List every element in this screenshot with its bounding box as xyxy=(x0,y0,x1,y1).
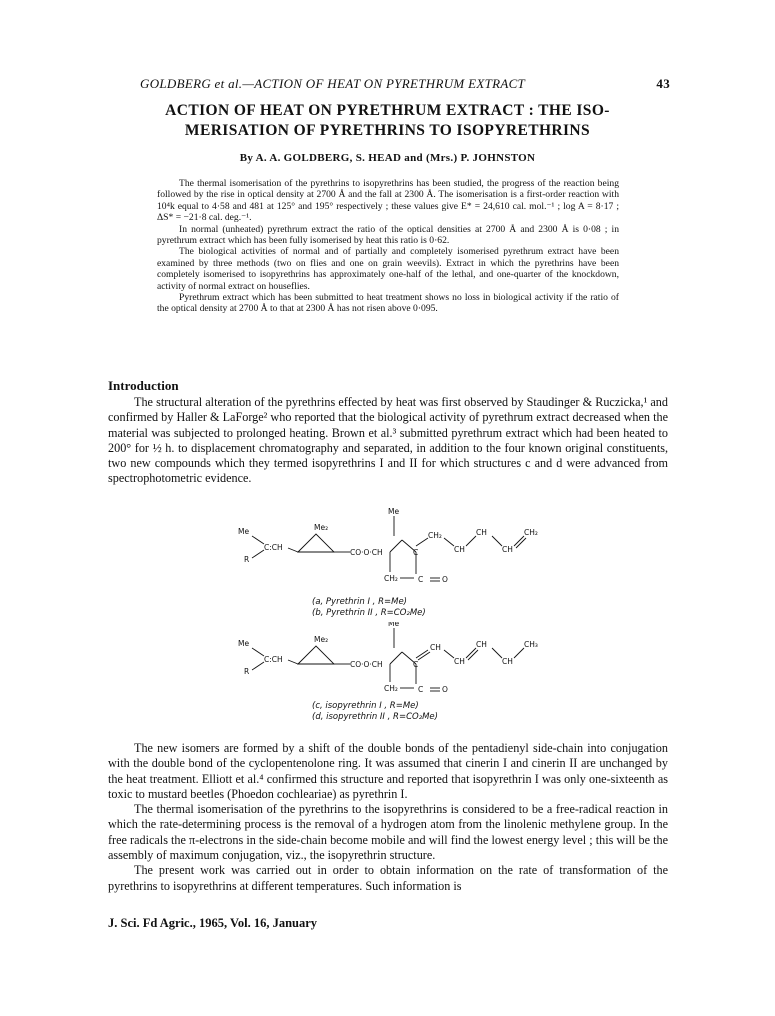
struct1-chain-ch-c: CH xyxy=(502,545,513,554)
abstract xyxy=(157,178,619,315)
introduction-body xyxy=(108,395,668,487)
section-heading-introduction: Introduction xyxy=(108,378,179,393)
article-title xyxy=(100,101,675,141)
body-paragraph: The structural alteration of the pyrethrins effected by heat was first observed by Staudinger & Ruczicka,¹ and confirmed by Haller & LaForge² who reported that the biological activity of pyrethrum extract decreased when the material was subjected to prolonged heating. Brown et al.³ submitted pyrethrum extract which had been heated to 200° for ½ h. to displacement chromatography and separated, in addition to the four known original constituents, two new compounds which they termed isopyrethrins I and II for which structures c and d were advanced from spectrophotometric evidence. xyxy=(108,395,668,486)
running-head xyxy=(140,76,670,92)
abstract-paragraph: Pyrethrum extract which has been submitted to heat treatment shows no loss in biological activity if the ratio of the optical density at 2700 Å to that at 2300 Å has not risen above 0·095. xyxy=(157,292,619,315)
struct1-co-o-ch: CO·O·CH xyxy=(350,548,383,557)
struct2-chain-ch-b: CH xyxy=(454,657,465,666)
title-line-1: ACTION OF HEAT ON PYRETHRUM EXTRACT : THE ISO- xyxy=(165,102,610,119)
title-line-2: MERISATION OF PYRETHRINS TO ISOPYRETHRINS xyxy=(184,122,591,139)
struct1-c-ch: C:CH xyxy=(264,543,283,552)
running-head-text: GOLDBERG et al.—ACTION OF HEAT ON PYRETHRUM EXTRACT xyxy=(140,76,526,91)
struct2-r-left: R xyxy=(244,667,250,676)
abstract-paragraph: The biological activities of normal and of partially and completely isomerised pyrethrum extract have been examined by three methods (two on flies and one on grain weevils). Extract in which the pyrethrins have been completely isomerised to isopyrethrins has approximately one-half of the lethal, and one-quarter of the knockdown, activity of normal extract on houseflies. xyxy=(157,246,619,292)
struct1-chain-ch-b: CH xyxy=(476,528,487,537)
struct2-o: O xyxy=(442,685,448,694)
struct1-chain-end: CH₂ xyxy=(524,528,538,537)
struct1-me-top: Me xyxy=(388,508,400,516)
struct1-me-left: Me xyxy=(238,527,250,536)
struct2-chain-ch-d: CH xyxy=(502,657,513,666)
struct1-r-left: R xyxy=(244,555,250,564)
journal-footer: J. Sci. Fd Agric., 1965, Vol. 16, January xyxy=(108,916,318,930)
body-paragraph: The thermal isomerisation of the pyrethrins to the isopyrethrins is considered to be a free-radical reaction in which the rate-determining process is the removal of a hydrogen atom from the linolenic methylene group. In the free radicals the π-electrons in the side-chain become mobile and will find the lowest energy level ; this will be the assembly of maximum conjugation, viz., the isopyrethrin structure. xyxy=(108,802,668,863)
page-number: 43 xyxy=(656,76,670,91)
author-line: By A. A. GOLDBERG, S. HEAD and (Mrs.) P. JOHNSTON xyxy=(239,152,536,164)
struct2-me-top: Me xyxy=(388,622,400,628)
struct2-c-eq-o: C xyxy=(418,685,424,694)
struct2-c-ring: C xyxy=(413,660,419,669)
struct1-chain-ch2: CH₂ xyxy=(428,531,442,540)
struct1-caption xyxy=(312,597,426,619)
discussion-body xyxy=(108,741,668,894)
struct2-chain-ch-c: CH xyxy=(476,640,487,649)
struct2-caption-line: (d, isopyrethrin II , R=CO₂Me) xyxy=(312,712,438,722)
abstract-paragraph: In normal (unheated) pyrethrum extract the ratio of the optical densities at 2700 Å and 2300 Å is 0·08 ; in pyrethrum extract which has been fully isomerised by heat this ratio is 0·62. xyxy=(157,223,619,247)
struct2-chain-ch-a: CH xyxy=(430,643,441,652)
body-paragraph: The present work was carried out in order to obtain information on the rate of transformation of the pyrethrins to isopyrethrins at different temperatures. Such information is xyxy=(108,863,668,893)
struct1-o: O xyxy=(442,575,448,584)
struct2-caption xyxy=(312,701,438,723)
pyrethrin-structure-diagram xyxy=(230,508,550,608)
struct1-caption-line: (b, Pyrethrin II , R=CO₂Me) xyxy=(312,608,426,618)
struct1-chain-ch-a: CH xyxy=(454,545,465,554)
abstract-paragraph: The thermal isomerisation of the pyrethrins to isopyrethrins has been studied, the progress of the reaction being followed by the rise in optical density at 2700 Å and the fall at 2300 Å. The isomerisation is a first-order reaction with 10⁴k equal to 4·58 and 481 at 125° and 195° respectively ; these values give E* = 24,610 cal. mol.⁻¹ ; log A = 8·17 ; ΔS* = −21·8 cal. deg.⁻¹. xyxy=(157,178,619,224)
struct1-c-ring: C xyxy=(413,548,419,557)
struct2-me2: Me₂ xyxy=(314,635,329,644)
struct2-caption-line: (c, isopyrethrin I , R=Me) xyxy=(312,701,419,711)
struct1-caption-line: (a, Pyrethrin I , R=Me) xyxy=(312,597,407,607)
struct1-me2: Me₂ xyxy=(314,523,329,532)
struct1-ch2-ring: CH₂ xyxy=(384,574,398,583)
struct2-me-left: Me xyxy=(238,639,250,648)
struct2-c-ch: C:CH xyxy=(264,655,283,664)
struct2-ch2-ring: CH₂ xyxy=(384,684,398,693)
struct2-co-o-ch: CO·O·CH xyxy=(350,660,383,669)
body-paragraph: The new isomers are formed by a shift of the double bonds of the pentadienyl side-chain into conjugation with the double bond of the cyclopentenolone ring. It was assumed that cinerin I and cinerin II are unchanged by the heat treatment. Elliott et al.⁴ confirmed this structure and reported that isopyrethrin I was only one-sixteenth as toxic to mustard beetles (Phoedon cochleariae) as pyrethrin I. xyxy=(108,741,668,801)
struct1-c-eq-o: C xyxy=(418,575,424,584)
struct2-chain-end: CH₃ xyxy=(524,640,538,649)
